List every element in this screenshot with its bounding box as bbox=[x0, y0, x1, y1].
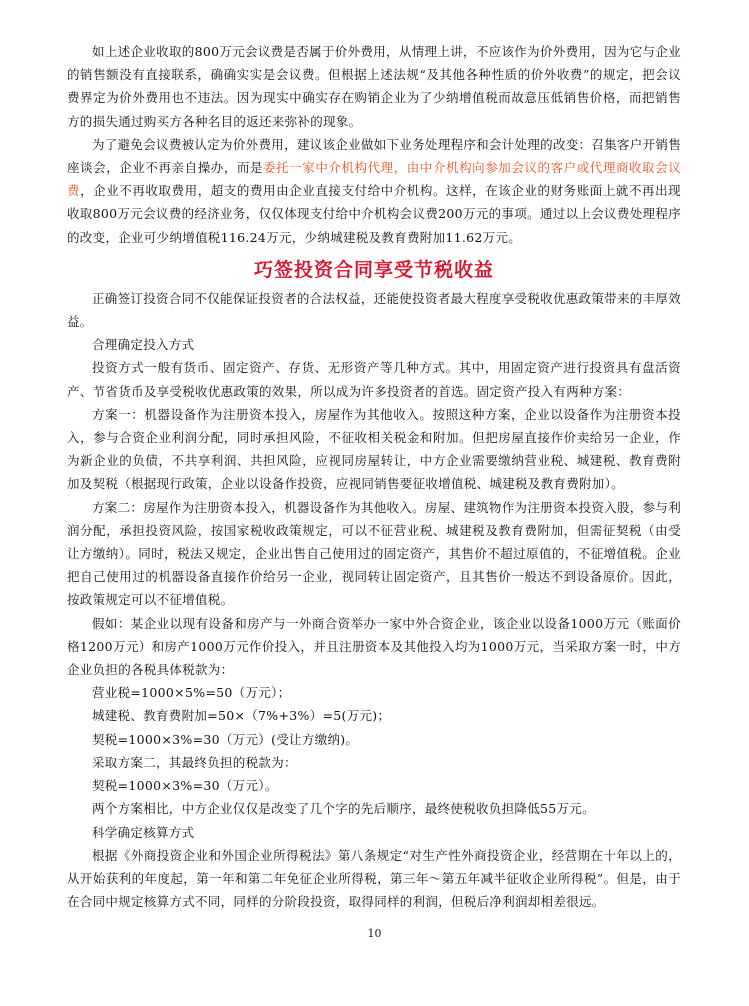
calc-deed-tax-plan-two: 契税=1000×3%=30（万元）。 bbox=[92, 778, 278, 794]
suggestion-text-after: ，企业不再收取费用，超支的费用由企业直接支付给中介机构。这样，在该企业的财务账面上就不再出现收取800万元会议费的经济业务，仅仅体现支付给中介机构会议费200万元的事项。通过以上会议费处理程序的改变，企业可少纳增值税116.24万元，少纳城建税及教育费附加11.62万元。 bbox=[67, 183, 681, 245]
section-intro: 正确签订投资合同不仅能保证投资者的合法权益，还能使投资者最大程度享受税收优惠政策带来的丰厚效益。 bbox=[67, 290, 681, 330]
paragraph-plan-two: 方案二：房屋作为注册资本投入，机器设备作为其他收入。房屋、建筑物作为注册资本投资入股，参与利润分配，承担投资风险，按国家税收政策规定，可以不征营业税、城建税及教育费附加，但需征契税（由受让方缴纳）。同时，税法又规定，企业出售自己使用过的固定资产，其售价不超过原值的，不征增值税。企业把自己使用过的机器设备直接作价给另一企业，视同转让固定资产，且其售价一般达不到设备原价。因此，按政策规定可以不征增值税。 bbox=[67, 499, 681, 608]
calc-city-tax: 城建税、教育费附加=50×（7%+3%）=5(万元)； bbox=[92, 708, 391, 724]
suggestion-highlight: 委托一家中介机构代理，由中介机构向参加会议的客户或代理商收取会议费 bbox=[67, 160, 681, 199]
paragraph-suggestion bbox=[67, 133, 681, 249]
paragraph-example: 假如：某企业以现有设备和房产与一外商合资举办一家中外合资企业，该企业以设备1000万元（账面价格1200万元）和房产1000万元作价投入，并且注册资本及其他投入均为1000万元，当采取方案一时，中方企业负担的各税具体税款为： bbox=[67, 615, 681, 678]
paragraph-accounting-method: 根据《外商投资企业和外国企业所得税法》第八条规定“对生产性外商投资企业，经营期在十年以上的，从开始获利的年度起，第一年和第二年免征企业所得税，第三年～第五年减半征收企业所得税”。但是，由于在合同中规定核算方式不同，同样的分阶段投资，取得同样的利润，但税后净利润却相差很远。 bbox=[67, 847, 681, 910]
subheading-accounting-method: 科学确定核算方式 bbox=[92, 824, 195, 840]
calc-plan-two-intro: 采取方案二，其最终负担的税款为： bbox=[92, 754, 297, 770]
section-title: 巧签投资合同享受节税收益 bbox=[253, 258, 494, 281]
paragraph-investment-methods: 投资方式一般有货币、固定资产、存货、无形资产等几种方式。其中，用固定资产进行投资具有盘活资产、节省货币及享受税收优惠政策的效果，所以成为许多投资者的首选。固定资产投入有两种方案： bbox=[67, 360, 681, 399]
document-body bbox=[67, 40, 681, 913]
paragraph-plan-one: 方案一：机器设备作为注册资本投入，房屋作为其他收入。按照这种方案，企业以设备作为注册资本投入，参与合资企业利润分配，同时承担风险，不征收相关税金和附加。但把房屋直接作价卖给另一企业，作为新企业的负债，不共享利润、共担风险，应视同房屋转让，中方企业需要缴纳营业税、城建税、教育费附加及契税（根据现行政策，企业以设备作投资，应视同销售要征收增值税、城建税及教育费附加）。 bbox=[67, 406, 681, 492]
calc-deed-tax-plan-one: 契税=1000×3%=30（万元）(受让方缴纳)。 bbox=[92, 731, 359, 747]
calc-business-tax: 营业税=1000×5%=50（万元）； bbox=[92, 685, 291, 701]
paragraph-comparison: 两个方案相比，中方企业仅仅是改变了几个字的先后顺序，最终使税收负担降低55万元。 bbox=[92, 801, 595, 817]
suggestion-text-before: 为了避免会议费被认定为价外费用，建议该企业做如下业务处理程序和会计处理的改变：召集客户开销售座谈会，企业不再亲自操办，而是 bbox=[67, 136, 681, 176]
page-number: 10 bbox=[367, 927, 382, 940]
paragraph-meeting-fee: 如上述企业收取的800万元会议费是否属于价外费用，从情理上讲，不应该作为价外费用，因为它与企业的销售额没有直接联系，确确实实是会议费。但根据上述法规“及其他各种性质的价外收费”的规定，把会议费界定为价外费用也不违法。因为现实中确实存在购销企业为了少纳增值税而故意压低销售价格，而把销售方的损失通过购买方各种名目的返还来弥补的现象。 bbox=[67, 44, 681, 129]
subheading-investment-method: 合理确定投入方式 bbox=[92, 337, 195, 353]
